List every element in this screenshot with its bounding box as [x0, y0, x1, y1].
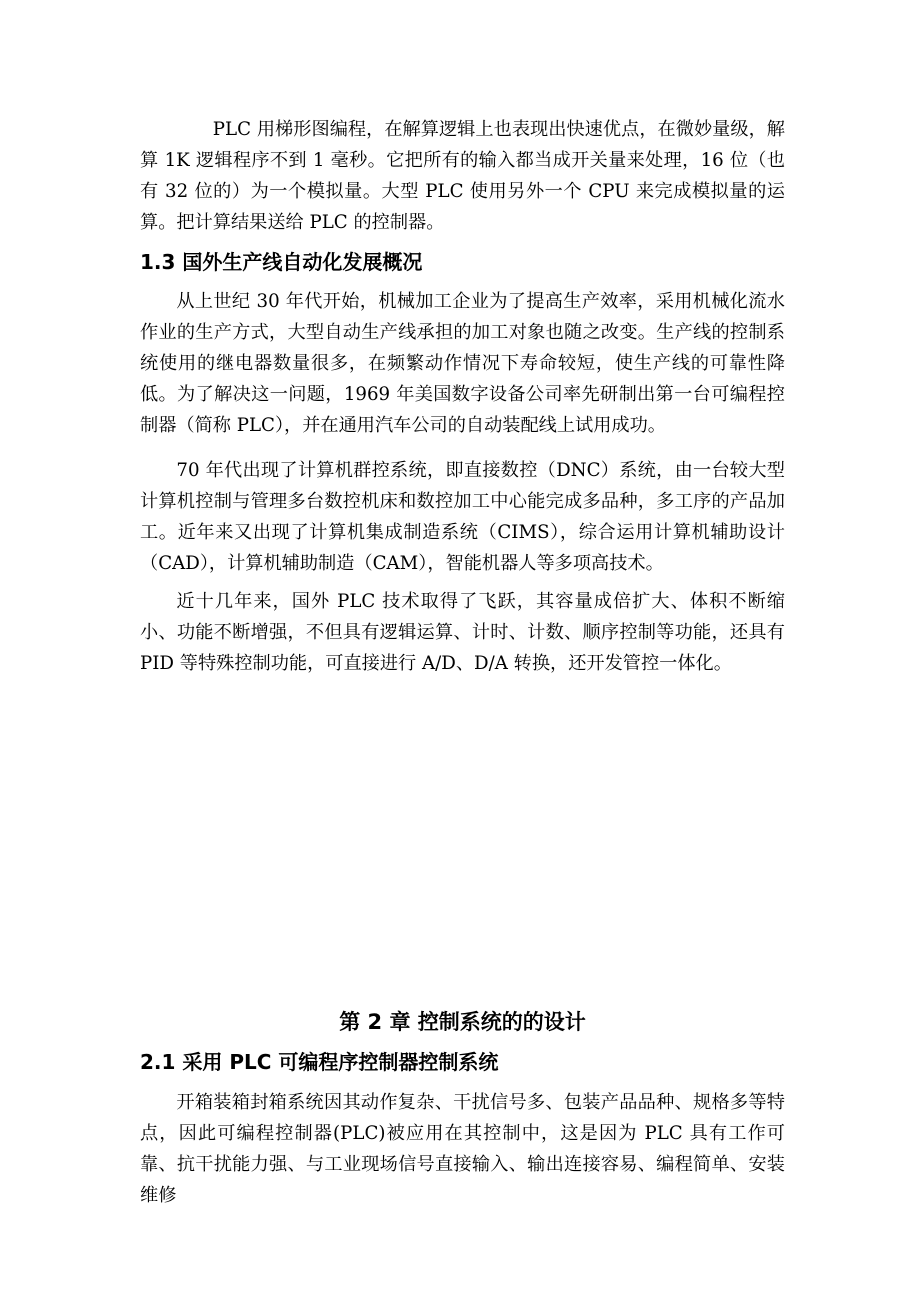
section-1-3-heading-block — [140, 247, 785, 277]
intro-paragraph-block — [140, 114, 785, 238]
section-1-3-body-2 — [140, 455, 785, 579]
paragraph-plc-development: 近十几年来，国外 PLC 技术取得了飞跃，其容量成倍扩大、体积不断缩小、功能不断增强，不但具有逻辑运算、计时、计数、顺序控制等功能，还具有 PID 等特殊控制功能，可直接进行 A/D、D/A 转换，还开发管控一体化。 — [140, 591, 785, 674]
section-1-3-heading: 1.3 国外生产线自动化发展概况 — [140, 250, 423, 274]
section-2-1-heading: 2.1 采用 PLC 可编程序控制器控制系统 — [140, 1050, 499, 1074]
section-2-1-body — [140, 1087, 785, 1211]
chapter-2-title: 第 2 章 控制系统的的设计 — [339, 1010, 586, 1034]
section-2-1-heading-block — [140, 1047, 785, 1077]
paragraph-history-automation: 从上世纪 30 年代开始，机械加工企业为了提高生产效率，采用机械化流水作业的生产方式，大型自动生产线承担的加工对象也随之改变。生产线的控制系统使用的继电器数量很多，在频繁动作情况下寿命较短，使生产线的可靠性降低。为了解决这一问题，1969 年美国数字设备公司率先研制出第一台可编程控制器（简称 PLC），并在通用汽车公司的自动装配线上试用成功。 — [140, 291, 785, 436]
paragraph-plc-ladder-logic: PLC 用梯形图编程，在解算逻辑上也表现出快速优点，在微妙量级，解算 1K 逻辑程序不到 1 毫秒。它把所有的输入都当成开关量来处理，16 位（也有 32 位的）为一个模拟量。大型 PLC 使用另外一个 CPU 来完成模拟量的运算。把计算结果送给 PLC 的控制器。 — [140, 119, 785, 233]
section-1-3-body — [140, 286, 785, 441]
paragraph-dnc-cims: 70 年代出现了计算机群控系统，即直接数控（DNC）系统，由一台较大型计算机控制与管理多台数控机床和数控加工中心能完成多品种，多工序的产品加工。近年来又出现了计算机集成制造系统（CIMS），综合运用计算机辅助设计（CAD），计算机辅助制造（CAM），智能机器人等多项高技术。 — [140, 460, 785, 574]
paragraph-plc-packaging-system: 开箱装箱封箱系统因其动作复杂、干扰信号多、包装产品品种、规格多等特点，因此可编程控制器(PLC)被应用在其控制中，这是因为 PLC 具有工作可靠、抗干扰能力强、与工业现场信号直接输入、输出连接容易、编程简单、安装维修 — [140, 1092, 785, 1206]
section-1-3-body-3 — [140, 586, 785, 679]
